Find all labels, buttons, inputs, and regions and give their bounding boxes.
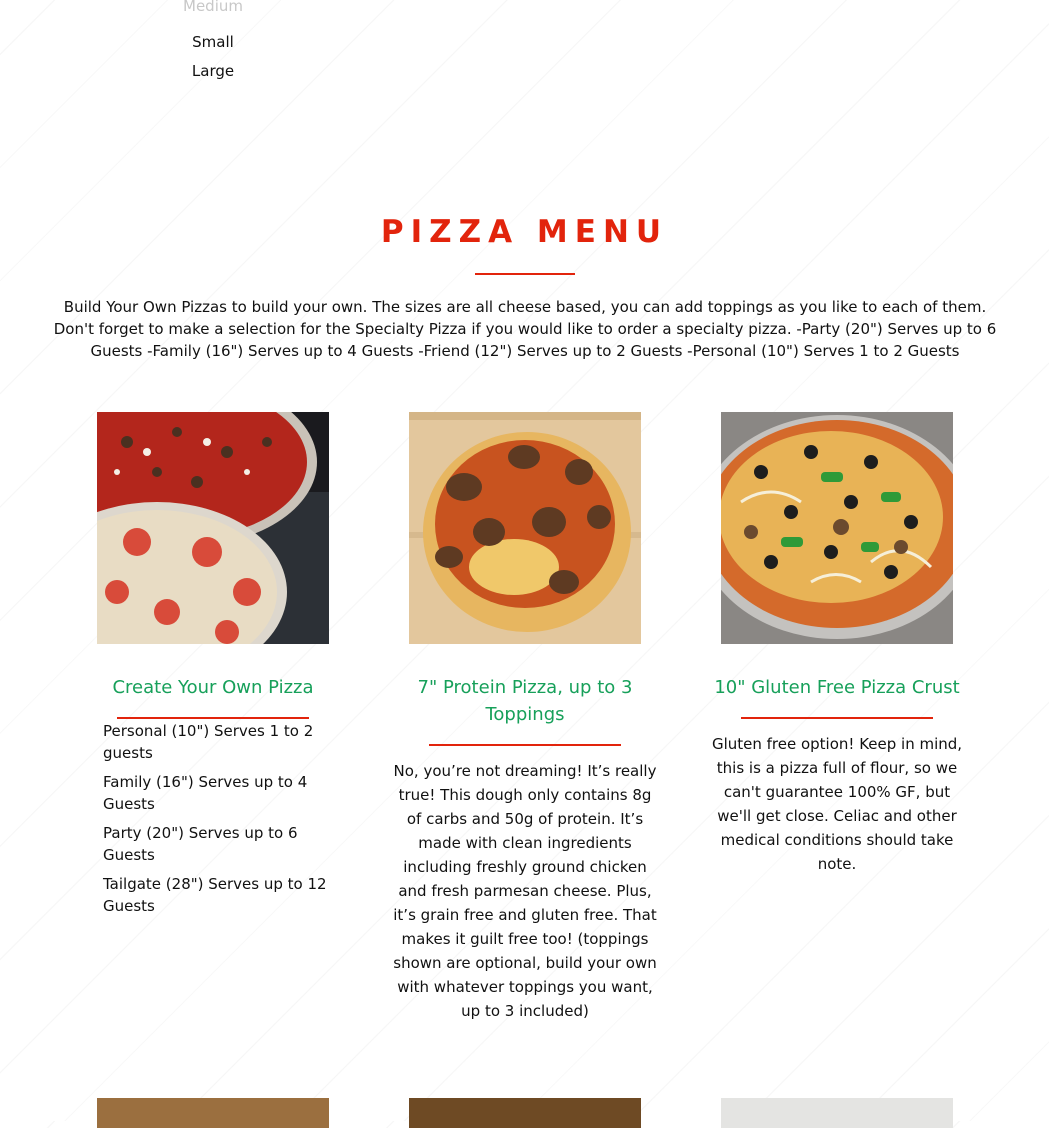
list-item: Tailgate (28") Serves up to 12 Guests (103, 875, 327, 915)
pizza-thumbnail[interactable] (409, 1098, 641, 1128)
size-option-small[interactable]: Small (192, 33, 234, 51)
title-divider (475, 273, 575, 275)
item-divider (117, 717, 309, 719)
size-option-list (113, 0, 313, 86)
size-option-medium[interactable]: Medium (183, 0, 243, 15)
item-divider (429, 744, 621, 746)
pizza-menu-title: PIZZA MENU (380, 214, 669, 250)
list-item: Personal (10") Serves 1 to 2 guests (103, 722, 314, 762)
pizza-thumbnail[interactable] (97, 1098, 329, 1128)
protein-pizza-description: No, you’re not dreaming! It’s really true! This dough only contains 8g of carbs and 50g of protein. It’s made with clean ingredients including freshly ground chicken and fresh parmesan cheese. Plus, it’s grain free and gluten free. That makes it guilt free too! (toppings shown are optional, build your own with whatever toppings you want, up to 3 included) (393, 762, 657, 1020)
create-your-own-pizza-image[interactable] (97, 412, 329, 644)
gluten-free-pizza-image[interactable] (721, 412, 953, 644)
gluten-free-pizza-description: Gluten free option! Keep in mind, this is a pizza full of flour, so we can't guarantee 100% GF, but we'll get close. Celiac and other medical conditions should take note. (711, 735, 963, 873)
size-option-large[interactable]: Large (191, 62, 235, 80)
menu-intro-text: Build Your Own Pizzas to build your own. The sizes are all cheese based, you can add toppings as you like to each of them. Don't forget to make a selection for the Specialty Pizza if you would like to order a specialty pizza. -Party (20") Serves up to 6 Guests -Family (16") Serves up to 4 Guests -Friend (12") Serves up to 2 Guests -Personal (10") Serves 1 to 2 Guests (53, 298, 997, 360)
gluten-free-pizza-title[interactable]: 10" Gluten Free Pizza Crust (714, 677, 960, 698)
list-item: Party (20") Serves up to 6 Guests (103, 824, 298, 864)
create-your-own-pizza-title[interactable]: Create Your Own Pizza (112, 677, 314, 698)
size-list (103, 720, 333, 924)
list-item: Family (16") Serves up to 4 Guests (103, 773, 308, 813)
protein-pizza-title[interactable]: 7" Protein Pizza, up to 3 Toppings (417, 677, 633, 725)
item-divider (741, 717, 933, 719)
pizza-thumbnail[interactable] (721, 1098, 953, 1128)
protein-pizza-image[interactable] (409, 412, 641, 644)
